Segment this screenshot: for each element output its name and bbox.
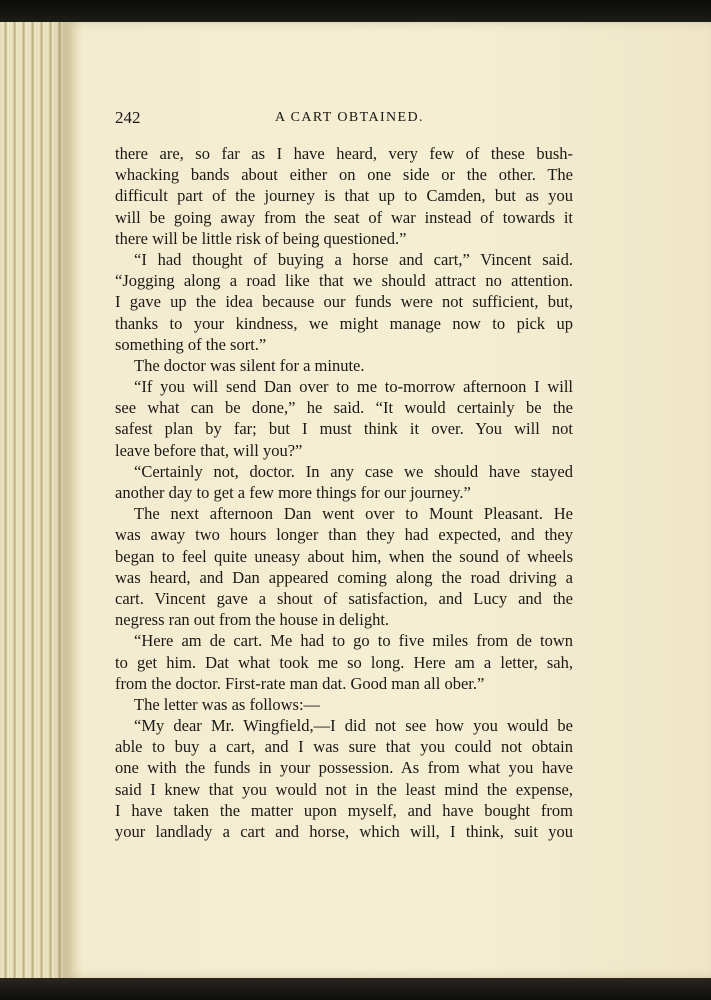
text-line: see what can be done,” he said. “It would certainly be the: [115, 398, 573, 418]
scan-top-edge: [0, 0, 711, 22]
text-line: difficult part of the journey is that up to Camden, but as you: [115, 186, 573, 206]
text-line: “I had thought of buying a horse and cart,” Vincent said.: [134, 249, 573, 269]
text-line: will be going away from the seat of war instead of towards it: [115, 207, 573, 227]
text-line: “Certainly not, doctor. In any case we should have stayed: [134, 461, 573, 481]
text-line: able to buy a cart, and I was sure that you could not obtain: [115, 737, 573, 757]
text-line: something of the sort.”: [115, 334, 267, 354]
text-line: one with the funds in your possession. As from what you have: [115, 758, 573, 778]
text-line: there are, so far as I have heard, very few of these bush-: [115, 144, 573, 163]
text-line: there will be little risk of being questioned.”: [115, 228, 407, 248]
text-line: thanks to your kindness, we might manage now to pick up: [115, 313, 573, 333]
text-line: “My dear Mr. Wingfield,—I did not see how you would be: [134, 716, 573, 736]
text-line: to get him. Dat what took me so long. Here am a letter, sah,: [115, 652, 573, 672]
text-line: whacking bands about either on one side or the other. The: [115, 165, 573, 185]
text-line: cart. Vincent gave a shout of satisfaction, and Lucy and the: [115, 588, 573, 608]
text-line: leave before that, will you?”: [115, 440, 303, 460]
text-line: The doctor was silent for a minute.: [134, 355, 365, 375]
text-line: your landlady a cart and horse, which will, I think, suit you: [115, 822, 573, 841]
text-line: from the doctor. First-rate man dat. Good man all ober.”: [115, 673, 485, 693]
text-line: The letter was as follows:—: [134, 694, 321, 714]
text-line: I have taken the matter upon myself, and have bought from: [115, 800, 573, 820]
text-line: The next afternoon Dan went over to Mount Pleasant. He: [134, 504, 573, 524]
text-line: said I knew that you would not in the least mind the expense,: [115, 779, 573, 799]
page-number: 242: [115, 108, 141, 127]
running-title: A CART OBTAINED.: [275, 110, 424, 125]
scan-bottom-edge: [0, 978, 711, 1000]
text-line: was away two hours longer than they had expected, and they: [115, 525, 573, 545]
text-line: safest plan by far; but I must think it over. You will not: [115, 419, 573, 439]
text-line: another day to get a few more things for our journey.”: [115, 483, 471, 502]
text-line: “Here am de cart. Me had to go to five miles from de town: [134, 631, 573, 651]
text-line: was heard, and Dan appeared coming along the road driving a: [115, 567, 573, 587]
text-line: negress ran out from the house in delight.: [115, 610, 390, 630]
text-line: “If you will send Dan over to me to-morrow afternoon I will: [134, 377, 573, 397]
page-header: [115, 108, 573, 130]
text-line: began to feel quite uneasy about him, when the sound of wheels: [115, 546, 573, 566]
body-text: [115, 143, 573, 842]
text-line: “Jogging along a road like that we should attract no attention.: [115, 271, 573, 291]
text-line: I gave up the idea because our funds were not sufficient, but,: [115, 292, 573, 312]
